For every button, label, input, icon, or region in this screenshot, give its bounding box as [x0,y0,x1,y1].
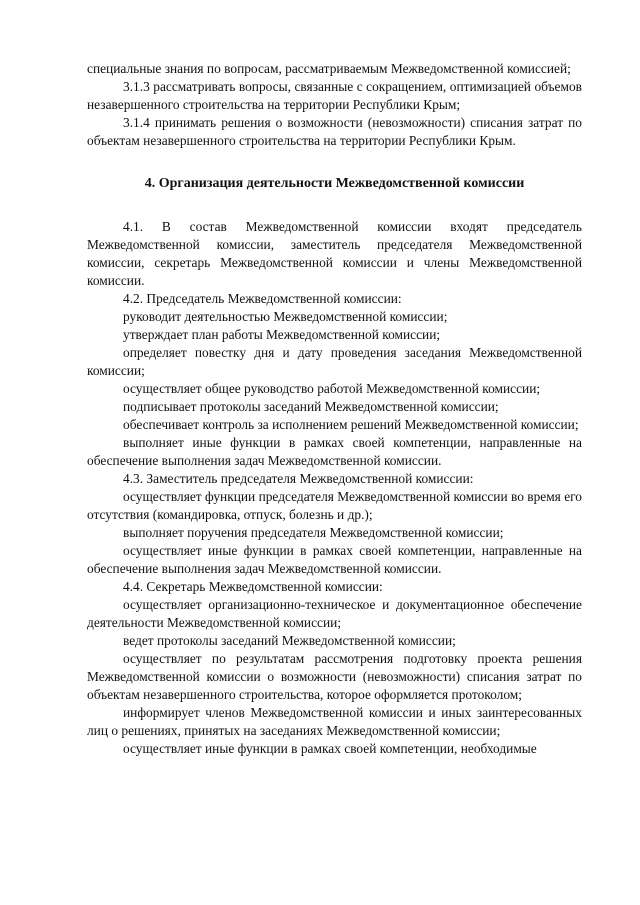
chair-duty: осуществляет общее руководство работой Межведомственной комиссии; [123,381,541,396]
secretary-duty: ведет протоколы заседаний Межведомственной комиссии; [123,633,456,648]
secretary-duty: осуществляет организационно-техническое и документационное обеспечение деятельности Межведомственной комиссии; [87,597,582,630]
chair-duty: утверждает план работы Межведомственной комиссии; [123,327,441,342]
secretary-duty: осуществляет по результатам рассмотрения подготовку проекта решения Межведомственной комиссии о возможности (невозможности) списания затрат по объектам незавершенного строительства, которое оформляется протоколом; [87,651,582,702]
item-4-1: 4.1. В состав Межведомственной комиссии входят председатель Межведомственной комиссии, заместитель председателя Межведомственной комиссии, секретарь Межведомственной комиссии и члены Межведомственной комиссии. [87,219,582,288]
section-title: 4. Организация деятельности Межведомственной комиссии [144,176,525,191]
chair-duty: выполняет иные функции в рамках своей компетенции, направленные на обеспечение выполнения задач Межведомственной комиссии. [87,435,582,468]
item-3-1-4: 3.1.4 принимать решения о возможности (невозможности) списания затрат по объектам незавершенного строительства на территории Республики Крым. [87,115,582,148]
document-page [87,60,582,758]
item-3-1-3: 3.1.3 рассматривать вопросы, связанные с сокращением, оптимизацией объемов незавершенного строительства на территории Республики Крым; [87,79,582,112]
intro-paragraph: специальные знания по вопросам, рассматриваемым Межведомственной комиссией; [87,61,571,76]
secretary-duty: информирует членов Межведомственной комиссии и иных заинтересованных лиц о решениях, принятых на заседаниях Межведомственной комиссии; [87,705,582,738]
deputy-duty: выполняет поручения председателя Межведомственной комиссии; [123,525,504,540]
chair-duty: подписывает протоколы заседаний Межведомственной комиссии; [123,399,499,414]
chair-duty: определяет повестку дня и дату проведения заседания Межведомственной комиссии; [87,345,582,378]
item-4-2: 4.2. Председатель Межведомственной комиссии: [123,291,402,306]
chair-duty: руководит деятельностью Межведомственной комиссии; [123,309,448,324]
item-4-3: 4.3. Заместитель председателя Межведомственной комиссии: [123,471,474,486]
deputy-duty: осуществляет функции председателя Межведомственной комиссии во время его отсутствия (командировка, отпуск, болезнь и др.); [87,489,582,522]
deputy-duty: осуществляет иные функции в рамках своей компетенции, направленные на обеспечение выполнения задач Межведомственной комиссии. [87,543,582,576]
secretary-duty: осуществляет иные функции в рамках своей компетенции, необходимые [123,741,537,756]
chair-duty: обеспечивает контроль за исполнением решений Межведомственной комиссии; [123,417,579,432]
item-4-4: 4.4. Секретарь Межведомственной комиссии: [123,579,383,594]
